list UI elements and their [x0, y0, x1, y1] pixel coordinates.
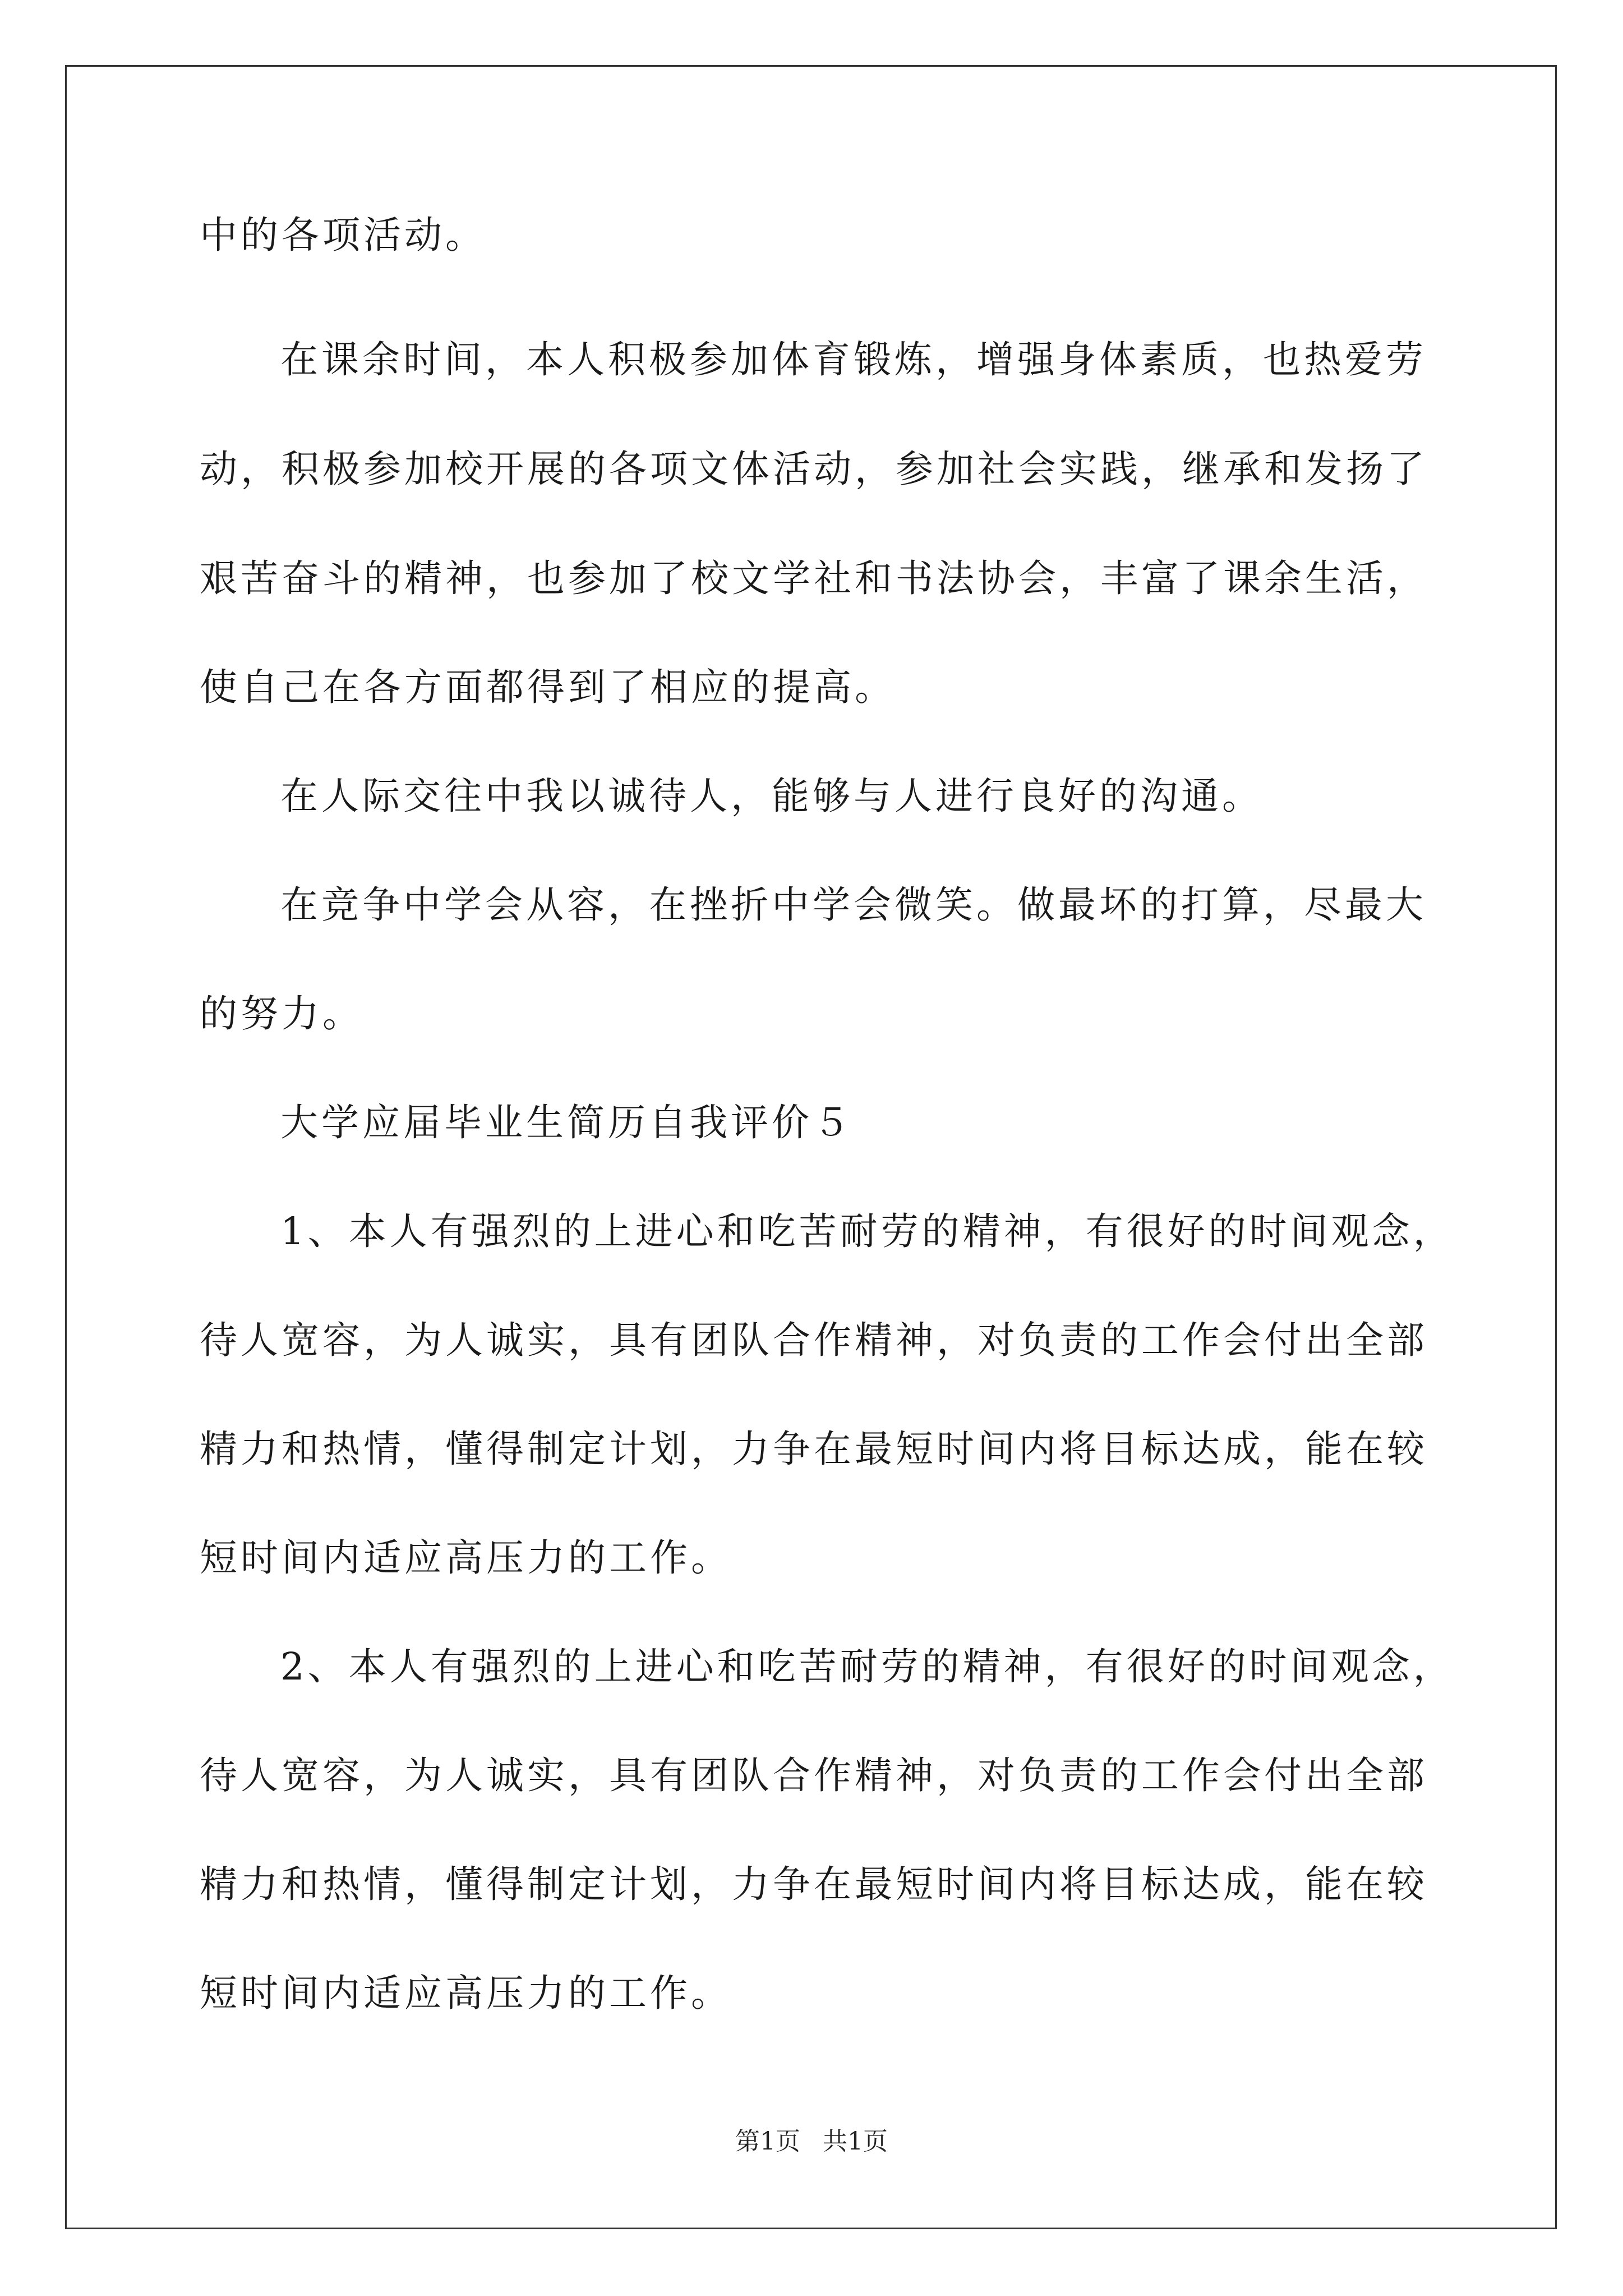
text-line: 1、本人有强烈的上进心和吃苦耐劳的精神，有很好的时间观念，: [280, 1209, 1454, 1253]
page-count: 共1页: [823, 2127, 888, 2156]
section-heading: 大学应届毕业生简历自我评价５: [280, 1101, 854, 1144]
text-line: 精力和热情，懂得制定计划，力争在最短时间内将目标达成，能在较: [200, 1862, 1428, 1906]
text-line: 在竞争中学会从容，在挫折中学会微笑。做最坏的打算，尽最大: [280, 883, 1427, 927]
text-line: 动，积极参加校开展的各项文体活动，参加社会实践，继承和发扬了: [200, 447, 1428, 491]
page-footer: [0, 2129, 1623, 2154]
text-line: 中的各项活动。: [200, 213, 486, 257]
text-line: 的努力。: [200, 992, 363, 1036]
text-line: 精力和热情，懂得制定计划，力争在最短时间内将目标达成，能在较: [200, 1427, 1428, 1471]
text-line: 短时间内适应高压力的工作。: [200, 1971, 732, 2015]
text-line: 使自己在各方面都得到了相应的提高。: [200, 665, 896, 709]
text-line: 短时间内适应高压力的工作。: [200, 1536, 732, 1580]
text-line: 在人际交往中我以诚待人，能够与人进行良好的沟通。: [280, 774, 1263, 818]
text-line: 在课余时间，本人积极参加体育锻炼，增强身体素质，也热爱劳: [280, 338, 1427, 381]
text-line: 待人宽容，为人诚实，具有团队合作精神，对负责的工作会付出全部: [200, 1318, 1428, 1362]
page-number: 第1页: [735, 2127, 800, 2156]
text-line: 待人宽容，为人诚实，具有团队合作精神，对负责的工作会付出全部: [200, 1754, 1428, 1797]
text-line: 2、本人有强烈的上进心和吃苦耐劳的精神，有很好的时间观念，: [280, 1645, 1454, 1688]
text-line: 艰苦奋斗的精神，也参加了校文学社和书法协会，丰富了课余生活，: [200, 556, 1428, 600]
